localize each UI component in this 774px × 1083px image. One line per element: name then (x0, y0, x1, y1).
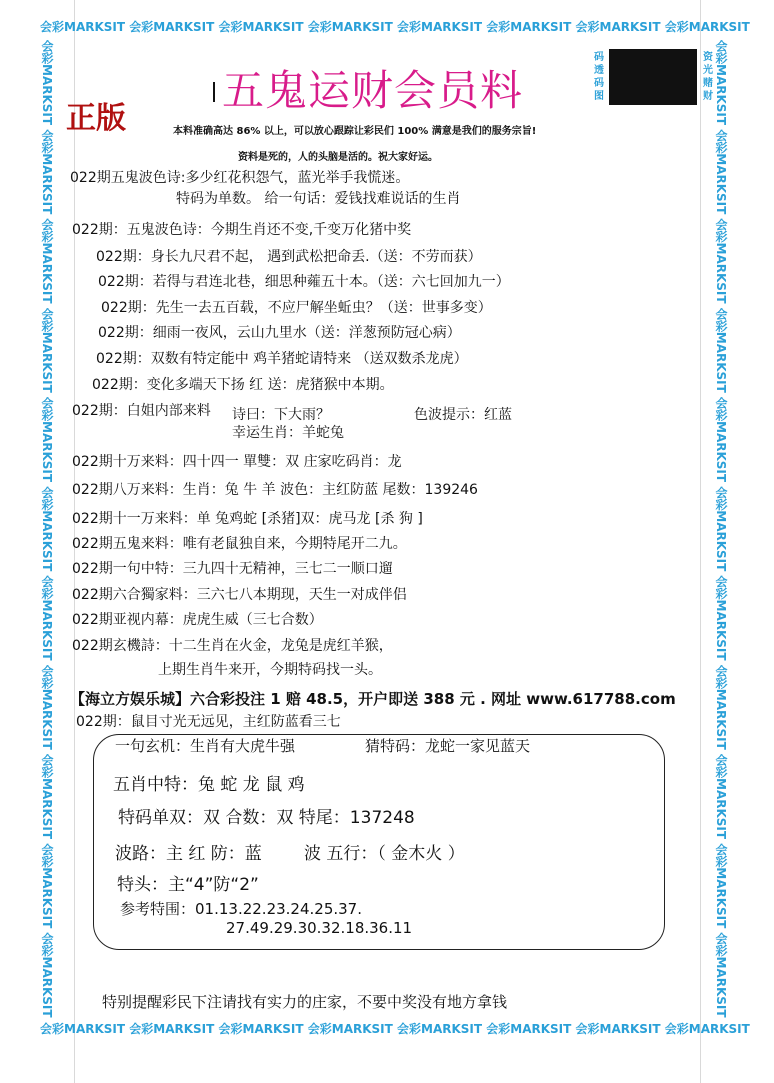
border-text: 会彩MARKSIT (129, 1022, 215, 1036)
text-line: 022期六合獨家料：三六七八本期现，天生一对成伴侣 (72, 587, 407, 603)
border-text: 会彩MARKSIT (714, 307, 728, 393)
watermark-border-top (40, 18, 750, 36)
box-line: 波路：主 红 防：蓝 (115, 844, 262, 864)
authentic-badge: 正版 (66, 101, 126, 136)
text-line: 上期生肖牛来开，今期特码找一头。 (158, 662, 382, 678)
text-line: 022期：若得与君连北巷，细思种蕹五十本。（送：六七回加九一） (98, 274, 510, 290)
border-text: 会彩MARKSIT (40, 664, 54, 750)
text-line: 诗曰：下大雨？ (232, 407, 330, 423)
border-text: 会彩MARKSIT (40, 1022, 126, 1036)
text-line: 022期：白姐内部来料 (72, 403, 211, 419)
text-line: 022期亚视内幕：虎虎生威（三七合数） (72, 612, 323, 628)
border-text: 会彩MARKSIT (40, 932, 54, 1018)
border-text: 会彩MARKSIT (575, 1022, 661, 1036)
border-text: 会彩MARKSIT (40, 129, 54, 215)
border-text: 会彩MARKSIT (664, 1022, 750, 1036)
page-rule-right (700, 0, 701, 1083)
border-text: 会彩MARKSIT (714, 218, 728, 304)
text-line: 022期十一万来料：单 兔鸡蛇 [杀猪]双：虎马龙 [杀 狗 ] (72, 511, 423, 527)
border-text: 会彩MARKSIT (40, 307, 54, 393)
border-text: 会彩MARKSIT (714, 664, 728, 750)
border-text: 会彩MARKSIT (40, 40, 54, 126)
box-line: 参考特围：01.13.22.23.24.25.37. (120, 900, 362, 918)
text-line: 022期五鬼波色诗:多少红花积怨气，蓝光举手我慌迷。 (70, 170, 410, 186)
border-text: 会彩MARKSIT (40, 843, 54, 929)
text-line: 022期：五鬼波色诗：今期生肖还不变,千变万化猪中奖 (72, 222, 412, 238)
text-line: 022期玄機詩：十二生肖在火金，龙兔是虎红羊猴， (72, 638, 393, 654)
text-line: 022期：鼠目寸光无远见，主红防蓝看三七 (76, 714, 341, 730)
box-line: 猜特码：龙蛇一家见蓝天 (365, 737, 531, 755)
border-text: 会彩MARKSIT (218, 1022, 304, 1036)
border-text: 会彩MARKSIT (486, 20, 572, 34)
border-text: 会彩MARKSIT (714, 843, 728, 929)
box-line: 一句玄机：生肖有大虎牛强 (115, 737, 296, 755)
ad-left-text: 码透码图 (594, 52, 604, 102)
text-line: 色波提示：红蓝 (414, 407, 512, 423)
casino-ad-line: 【海立方娱乐城】六合彩投注 1 赔 48.5，开户即送 388 元 . 网址 www.617788.com (70, 690, 676, 708)
text-line: 022期一句中特：三九四十无精神，三七二一顺口遛 (72, 561, 393, 577)
text-line: 022期：先生一去五百载，不应尸解坐蚯虫？（送：世事多变） (101, 300, 492, 316)
watermark-border-left (38, 40, 56, 1020)
border-text: 会彩MARKSIT (486, 1022, 572, 1036)
border-text: 会彩MARKSIT (714, 932, 728, 1018)
watermark-border-right (712, 40, 730, 1020)
border-text: 会彩MARKSIT (714, 40, 728, 126)
border-text: 会彩MARKSIT (714, 397, 728, 483)
border-text: 会彩MARKSIT (664, 20, 750, 34)
slogan-line-1: 本料准确高达 86% 以上，可以放心跟踪让彩民们 100% 满意是我们的服务宗旨! (173, 126, 537, 137)
border-text: 会彩MARKSIT (40, 397, 54, 483)
text-line: 022期：细雨一夜风，云山九里水（送：洋葱预防冠心病） (98, 325, 461, 341)
text-line: 022期：变化多端天下扬 红 送：虎猪猴中本期。 (92, 377, 394, 393)
border-text: 会彩MARKSIT (40, 754, 54, 840)
border-text: 会彩MARKSIT (218, 20, 304, 34)
box-line: 27.49.29.30.32.18.36.11 (226, 919, 413, 937)
text-line: 022期八万来料：生肖：兔 牛 羊 波色：主红防蓝 尾数：139246 (72, 482, 478, 498)
corner-ad-image (591, 49, 718, 105)
border-text: 会彩MARKSIT (714, 575, 728, 661)
text-line: 022期十万来料：四十四一 單雙：双 庄家吃码肖：龙 (72, 454, 402, 470)
ad-black-block (609, 49, 697, 105)
title-cursor-bar (213, 82, 215, 102)
box-line: 五肖中特：兔 蛇 龙 鼠 鸡 (113, 775, 305, 795)
page-title: 五鬼运财会员料 (222, 66, 524, 115)
ad-right-text: 资光赌财 (703, 52, 713, 102)
box-line: 特头：主“4”防“2” (117, 875, 259, 895)
text-line: 特码为单数。 给一句话：爱钱找难说话的生肖 (176, 191, 461, 207)
border-text: 会彩MARKSIT (397, 20, 483, 34)
border-text: 会彩MARKSIT (129, 20, 215, 34)
border-text: 会彩MARKSIT (714, 754, 728, 840)
border-text: 会彩MARKSIT (714, 129, 728, 215)
border-text: 会彩MARKSIT (40, 575, 54, 661)
border-text: 会彩MARKSIT (40, 486, 54, 572)
border-text: 会彩MARKSIT (397, 1022, 483, 1036)
box-line: 特码单双：双 合数：双 特尾：137248 (118, 808, 415, 828)
border-text: 会彩MARKSIT (40, 218, 54, 304)
text-line: 幸运生肖：羊蛇兔 (232, 425, 344, 441)
text-line: 022期：双数有特定能中 鸡羊猪蛇请特来 （送双数杀龙虎） (96, 351, 468, 367)
border-text: 会彩MARKSIT (575, 20, 661, 34)
text-line: 022期五鬼来料：唯有老鼠独自来，今期特尾开二九。 (72, 536, 407, 552)
slogan-line-2: 资料是死的，人的头脑是活的。祝大家好运。 (238, 152, 438, 163)
border-text: 会彩MARKSIT (307, 1022, 393, 1036)
border-text: 会彩MARKSIT (307, 20, 393, 34)
text-line: 022期：身长九尺君不起， 遇到武松把命丢.（送：不劳而获） (96, 249, 482, 265)
watermark-border-bottom (40, 1020, 750, 1038)
footer-reminder: 特别提醒彩民下注请找有实力的庄家，不要中奖没有地方拿钱 (102, 993, 508, 1011)
box-line: 波 五行：（ 金木火 ） (304, 844, 465, 864)
border-text: 会彩MARKSIT (714, 486, 728, 572)
border-text: 会彩MARKSIT (40, 20, 126, 34)
